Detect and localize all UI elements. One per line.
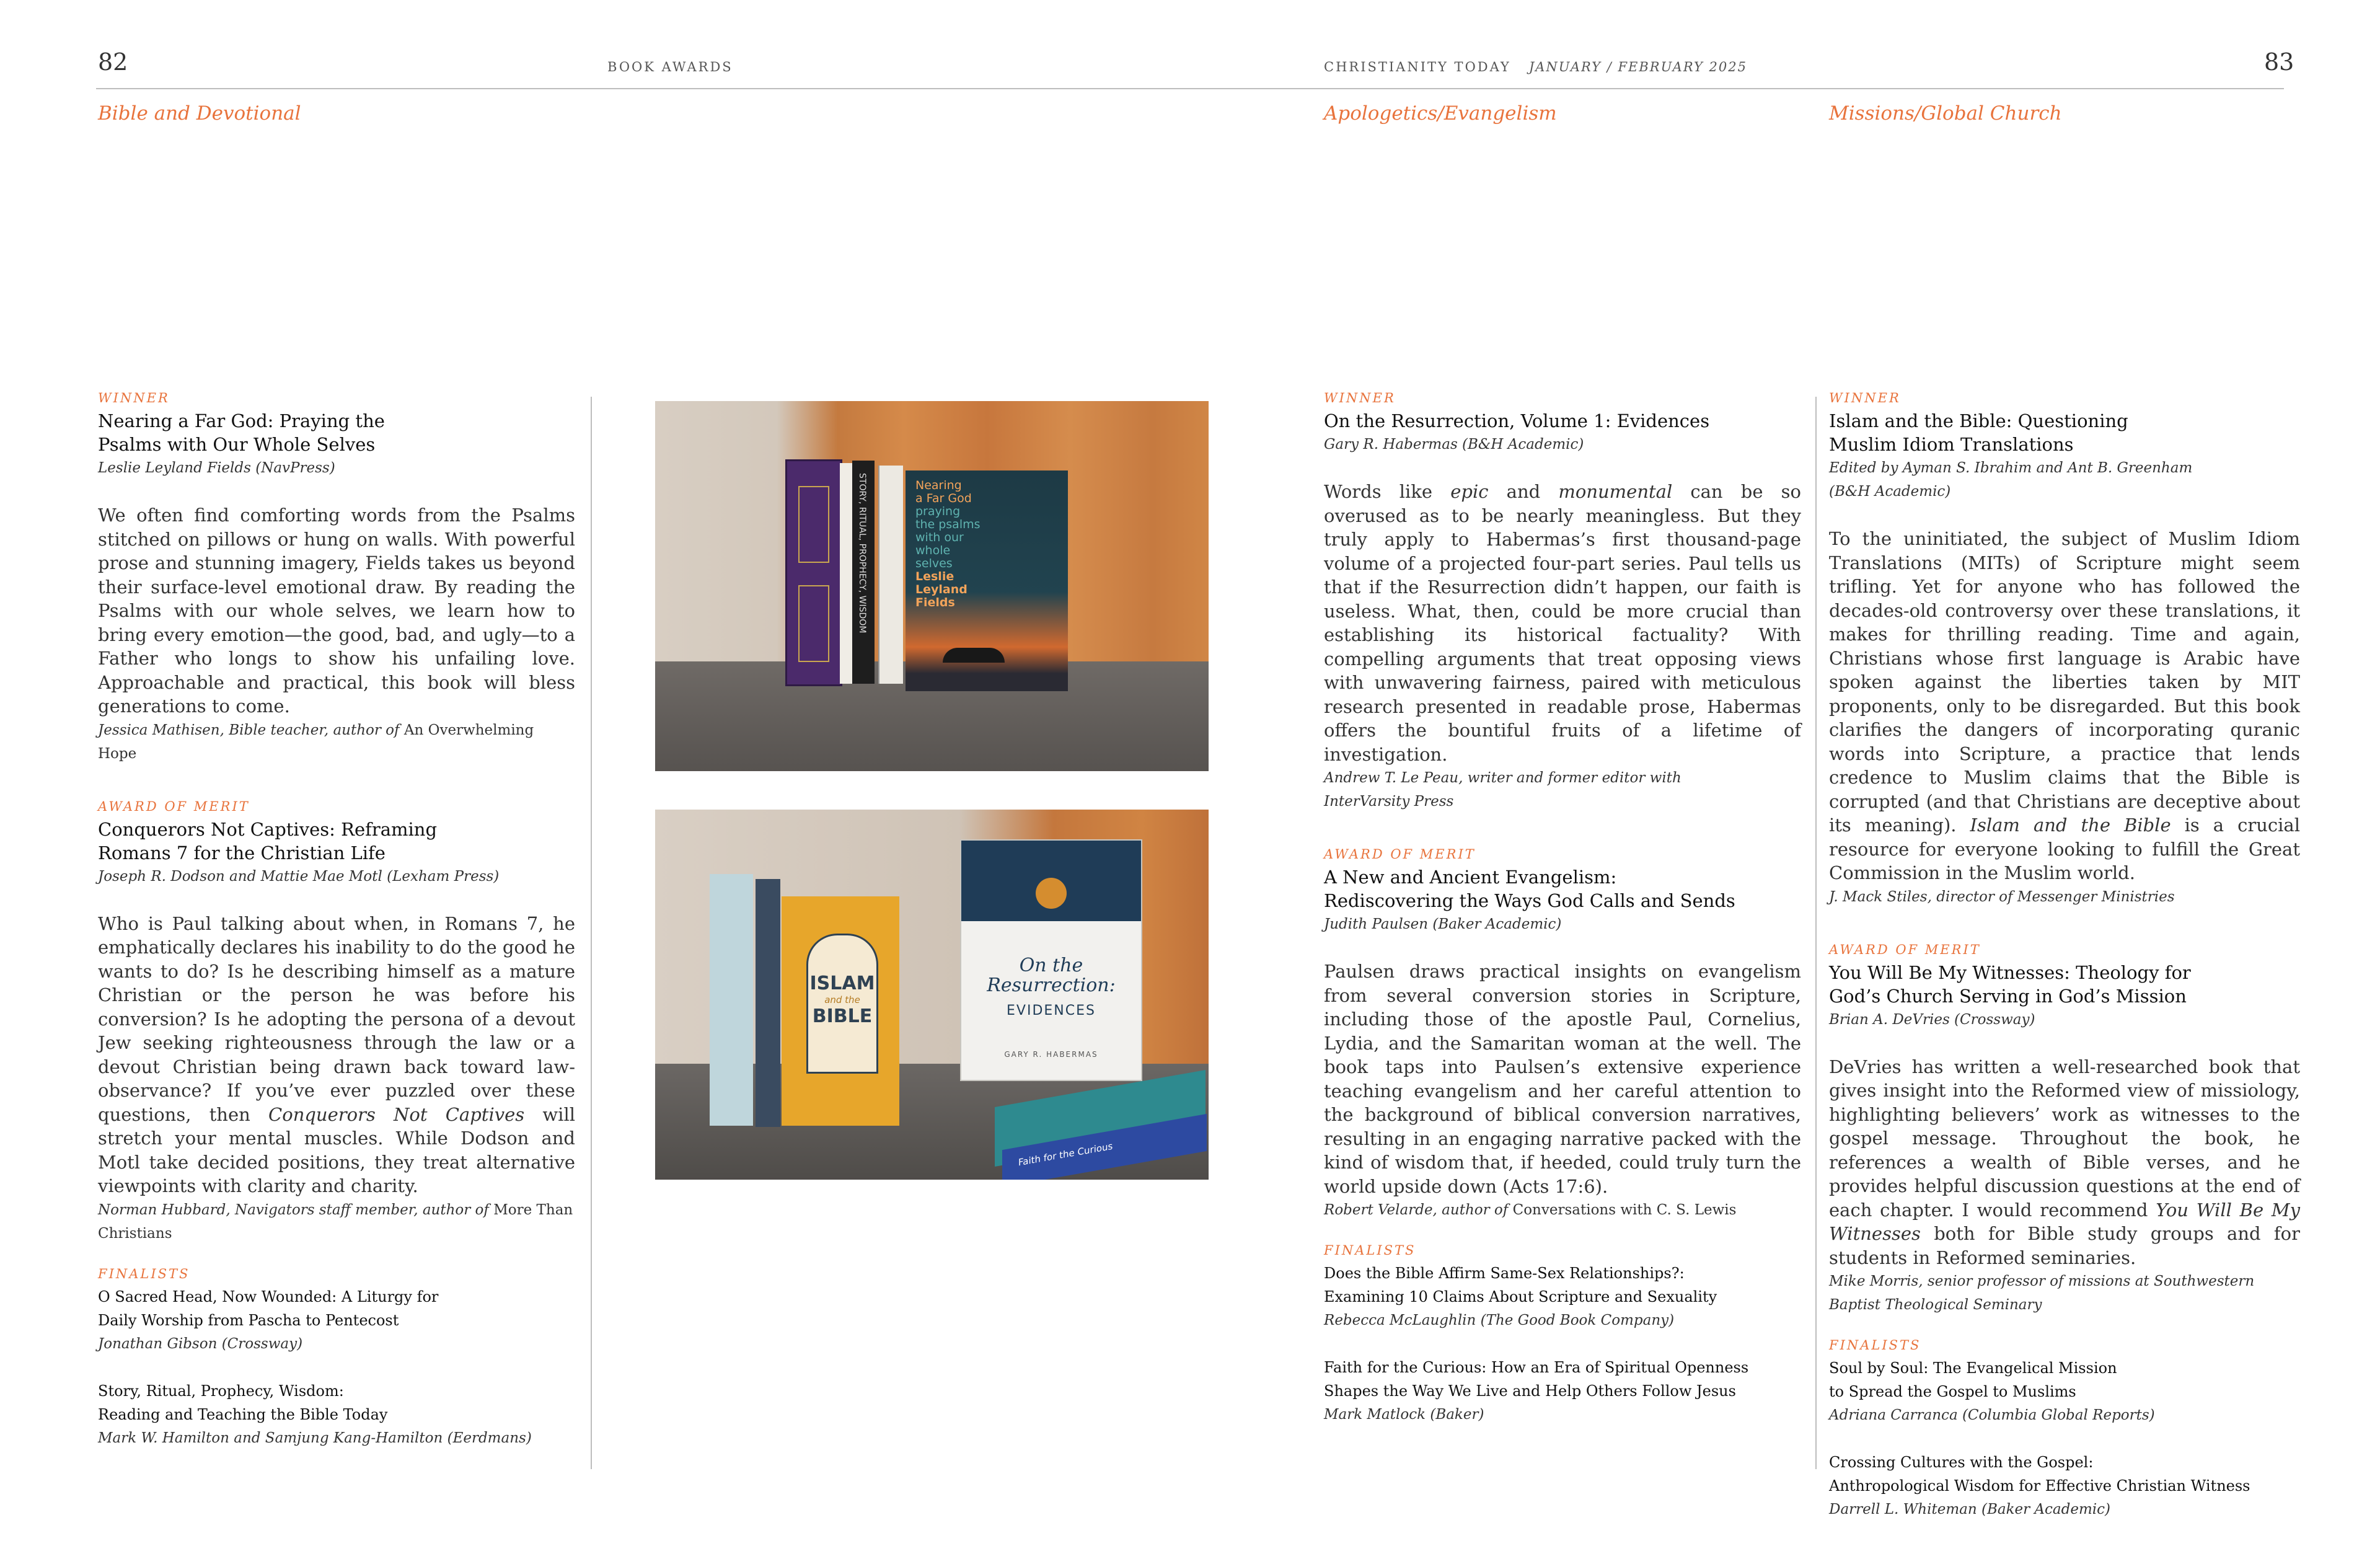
finalist-title: Does the Bible Affirm Same-Sex Relationships?: Examining 10 Claims About Scripture and Sexuality [1324,1265,1717,1305]
award-of-merit-label: AWARD OF MERIT [1324,847,1476,862]
section-apologetics: Apologetics/Evangelism [1324,102,1557,125]
book-title: Conquerors Not Captives: Reframing Romans 7 for the Christian Life [98,818,438,864]
section-bible-devotional: Bible and Devotional [98,102,301,125]
left-running-head: BOOK AWARDS [607,60,733,74]
book-title: You Will Be My Witnesses: Theology for God’s Church Serving in God’s Mission [1829,961,2191,1007]
book-byline: Joseph R. Dodson and Mattie Mae Motl (Lexham Press) [98,868,500,885]
white-book-spine [840,463,852,684]
islam-and-bible-cover: ISLAM and the BIBLE [782,896,899,1126]
review-body: Who is Paul talking about when, in Romans 7, he emphatically declares his inability to do the good he wants to do? Is he describing himself as a mature Christian or the person he was before his conversion? Is he adopting the persona of a devout Jew seeking righteousness through the law or a devout Christian being drawn back toward law-observance? If you’ve ever puzzled over these questions, then Conquerors Not Captives will stretch your mental muscles. While Dodson and Motl take decided positions, they treat alternative viewpoints with clarity and charity. [98,912,576,1196]
review-body: DeVries has written a well-researched book that gives insight into the Reformed view of missiology, highlighting believers’ work as witnesses to the gospel message. Throughout the book, he references a wealth of Bible verses, and he provides helpful discussion questions at the end of each chapter. I would recommend You Will Be My Witnesses both for Bible study groups and for students in Reformed seminaries. [1829,1056,2301,1268]
book-byline: Leslie Leyland Fields (NavPress) [98,460,335,476]
issue-date: JANUARY / FEBRUARY 2025 [1528,60,1747,74]
review-body: Paulsen draws practical insights on evangelism from several conversion stories in Scripture, including those of the apostle Paul, Cornelius, Lydia, and the Samaritan woman at the well. The book taps into Paulsen’s extensive experience teaching evangelism and her careful attention to the background of biblical conversion narratives, resulting in an engaging narrative packed with the kind of wisdom that, if heeded, could truly turn the world upside down (Acts 17:6). [1324,961,1801,1197]
finalist-byline: Mark W. Hamilton and Samjung Kang-Hamilton (Eerdmans) [98,1429,532,1446]
apologetics-column [1324,387,1801,1426]
book-title: A New and Ancient Evangelism: Rediscovering the Ways God Calls and Sends [1324,867,1735,911]
section-missions: Missions/Global Church [1829,102,2062,125]
light-blue-book [710,874,753,1126]
reviewer-credit: J. Mack Stiles, director of Messenger Ministries [1829,888,2175,905]
finalist-byline: Darrell L. Whiteman (Baker Academic) [1829,1501,2110,1517]
purple-book-spine [785,459,842,686]
magazine-name: CHRISTIANITY TODAY [1324,60,1511,74]
book-byline: Edited by Ayman S. Ibrahim and Ant B. Greenham (B&H Academic) [1829,460,2193,500]
header-rule [96,88,2284,89]
finalist-title: Faith for the Curious: How an Era of Spiritual Openness Shapes the Way We Live and Help Others Follow Jesus [1324,1359,1749,1400]
photo-nearing-a-far-god [655,401,1209,771]
review-body: To the uninitiated, the subject of Muslim Idiom Translations (MITs) of Scripture might seem trifling. Yet for anyone who has followed the decades-old controversy over these translations, it makes for thrilling reading. Time and again, Christians whose first language is Arabic have spoken against the liberties taken by MIT proponents, only to be disregarded. But this book clarifies the dangers of incorporating quranic words into Scripture, a practice that lends credence to Muslim claims that the Bible is corrupted (and that Christians are deceptive about its meaning). Islam and the Bible is a crucial resource for everyone looking to fulfill the Great Commission in the Muslim world. [1829,528,2300,883]
finalist-title: Soul by Soul: The Evangelical Mission to Spread the Gospel to Muslims [1829,1359,2117,1400]
faith-for-the-curious-book: Faith for the Curious [1002,1114,1207,1180]
right-page-number: 83 [2264,48,2294,76]
finalists-label: FINALISTS [98,1266,190,1281]
award-of-merit-label: AWARD OF MERIT [98,798,250,814]
reviewer-credit: Robert Velarde, author of Conversations with C. S. Lewis [1324,1202,1737,1218]
finalist-byline: Mark Matlock (Baker) [1324,1407,1484,1423]
reviewer-credit: Norman Hubbard, Navigators staff member, author of More Than Christians [98,1201,573,1242]
book-byline: Judith Paulsen (Baker Academic) [1324,916,1562,932]
winner-label: WINNER [98,391,170,405]
column-divider [1815,397,1817,1469]
finalists-label: FINALISTS [1829,1338,1921,1353]
book-byline: Brian A. DeVries (Crossway) [1829,1011,2035,1028]
black-book-spine: STORY, RITUAL, PROPHECY, WISDOM [852,461,875,684]
book-title: On the Resurrection, Volume 1: Evidences [1324,410,1710,431]
finalist-byline: Adriana Carranca (Columbia Global Reports) [1829,1407,2155,1423]
nearing-far-god-cover: Nearing a Far God praying the psalms with our whole selves Leslie Leyland Fields [906,470,1068,691]
finalist-byline: Jonathan Gibson (Crossway) [98,1335,303,1352]
reviewer-credit: Jessica Mathisen, Bible teacher, author of An Overwhelming Hope [98,722,534,762]
finalist-byline: Rebecca McLaughlin (The Good Book Company) [1324,1312,1675,1328]
reviewer-credit: Mike Morris, senior professor of missions at Southwestern Baptist Theological Seminary [1829,1273,2255,1313]
on-the-resurrection-cover: On the Resurrection: EVIDENCES GARY R. HABERMAS [960,839,1142,1081]
finalist-title: O Sacred Head, Now Wounded: A Liturgy for Daily Worship from Pascha to Pentecost [98,1288,439,1329]
column-divider [591,397,592,1469]
right-running-head [1324,60,1747,74]
review-body: We often find comforting words from the Psalms stitched on pillows or hung on walls. With powerful prose and stunning imagery, Fields takes us beyond their surface-level emotional draw. By reading the Psalms with our whole selves, we learn how to bring every emotion—the good, bad, and ugly—to a Father who longs to show his unfailing love. Approachable and practical, this book will bless generations to come. [98,505,575,717]
bible-column [98,387,575,1450]
finalist-title: Story, Ritual, Prophecy, Wisdom: Reading and Teaching the Bible Today [98,1382,388,1423]
missions-column [1829,387,2300,1521]
finalists-label: FINALISTS [1324,1243,1416,1258]
winner-label: WINNER [1829,391,1901,405]
book-title: Nearing a Far God: Praying the Psalms with Our Whole Selves [98,410,385,455]
book-title: Islam and the Bible: Questioning Muslim Idiom Translations [1829,410,2128,455]
award-of-merit-label: AWARD OF MERIT [1829,942,1981,957]
photo-islam-resurrection [655,810,1209,1180]
grey-book-spine [878,466,903,684]
dark-blue-spine [756,879,780,1127]
reviewer-credit: Andrew T. Le Peau, writer and former editor with InterVarsity Press [1324,770,1681,810]
finalist-title: Crossing Cultures with the Gospel: Anthropological Wisdom for Effective Christian Witness [1829,1454,2250,1495]
book-byline: Gary R. Habermas (B&H Academic) [1324,436,1584,453]
winner-label: WINNER [1324,391,1396,405]
left-page-number: 82 [98,48,128,76]
review-body: Words like epic and monumental can be so overused as to be nearly meaningless. But they truly apply to Habermas’s first thousand-page volume of a projected four-part series. Paul tells us that if the Resurrection didn’t happen, our faith is useless. What, then, could be more crucial than establishing its historical factuality? With compelling arguments that treat opposing views with unwavering fairness, paired with meticulous research presented in readable prose, Habermas offers the bountiful fruits of a lifetime of investigation. [1324,481,1802,765]
